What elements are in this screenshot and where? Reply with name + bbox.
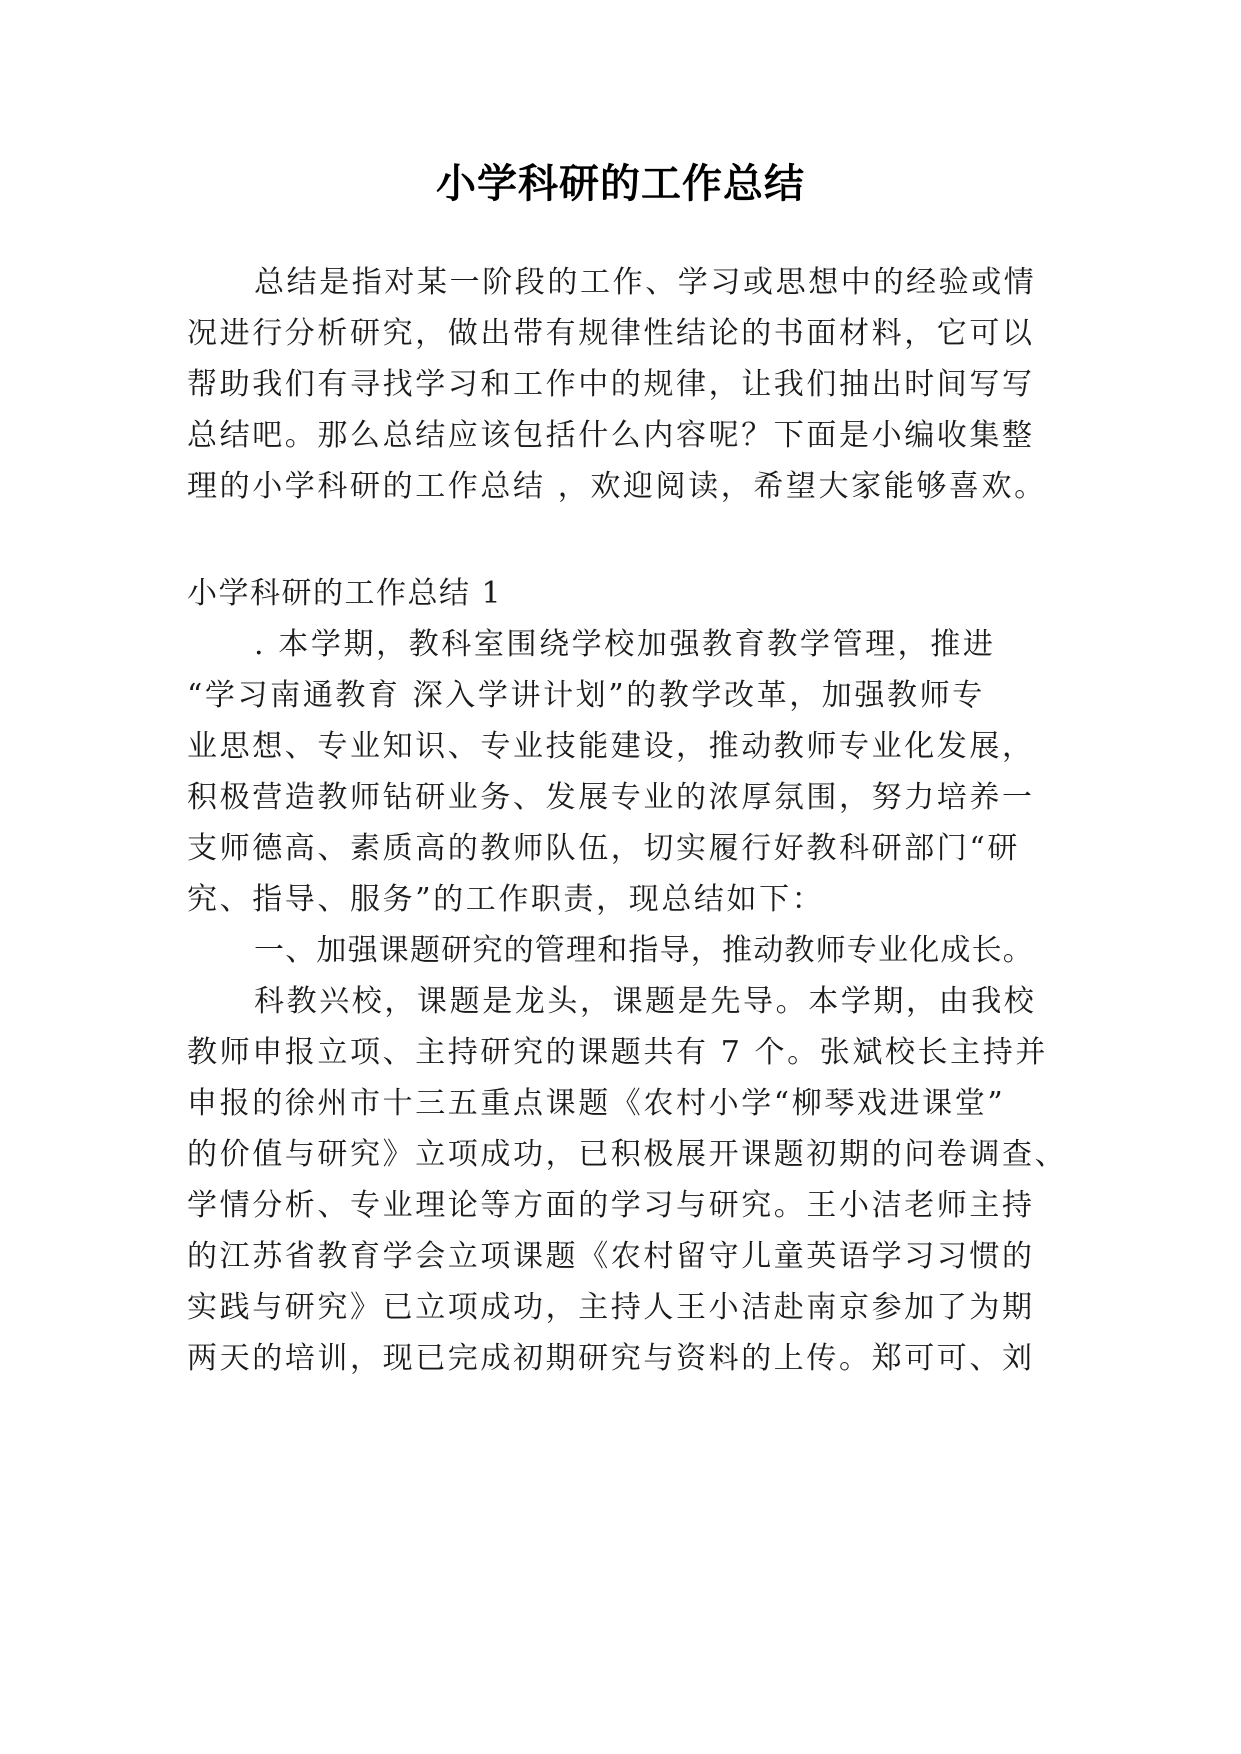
section-heading: 小学科研的工作总结 1 — [187, 576, 503, 611]
body-line: 业思想、专业知识、专业技能建设，推动教师专业化发展， — [187, 729, 1035, 764]
subsection-heading: 一、加强课题研究的管理和指导，推动教师专业化成长。 — [254, 933, 1034, 968]
body-line: 申报的徐州市十三五重点课题《农村小学“柳琴戏进课堂” — [187, 1086, 1006, 1121]
body-line: 科教兴校，课题是龙头，课题是先导。本学期，由我校 — [254, 984, 1037, 1019]
document-title: 小学科研的工作总结 — [436, 160, 805, 207]
body-line: 的江苏省教育学会立项课题《农村留守儿童英语学习习惯的 — [187, 1239, 1035, 1274]
intro-line: 帮助我们有寻找学习和工作中的规律，让我们抽出时间写写 — [187, 367, 1035, 402]
intro-line: 况进行分析研究，做出带有规律性结论的书面材料，它可以 — [187, 316, 1035, 351]
intro-line: 总结吧。那么总结应该包括什么内容呢？下面是小编收集整 — [187, 418, 1035, 453]
intro-line: 总结是指对某一阶段的工作、学习或思想中的经验或情 — [254, 265, 1037, 300]
body-line: 两天的培训，现已完成初期研究与资料的上传。郑可可、刘 — [187, 1341, 1035, 1376]
body-line: 实践与研究》已立项成功，主持人王小洁赴南京参加了为期 — [187, 1290, 1035, 1325]
body-line: . 本学期，教科室围绕学校加强教育教学管理，推进 — [254, 627, 996, 662]
intro-line: 理的小学科研的工作总结 ，欢迎阅读，希望大家能够喜欢。 — [187, 469, 1047, 504]
body-line: 积极营造教师钻研业务、发展专业的浓厚氛围，努力培养一 — [187, 780, 1035, 815]
body-line: 究、指导、服务”的工作职责，现总结如下： — [187, 882, 825, 917]
body-line: 支师德高、素质高的教师队伍，切实履行好教科研部门“研 — [187, 831, 1020, 866]
body-line: “学习南通教育 深入学讲计划”的教学改革，加强教师专 — [187, 678, 985, 713]
body-line: 的价值与研究》立项成功，已积极展开课题初期的问卷调查、 — [187, 1137, 1068, 1172]
body-line: 学情分析、专业理论等方面的学习与研究。王小洁老师主持 — [187, 1188, 1035, 1223]
body-line: 教师申报立项、主持研究的课题共有 7 个。张斌校长主持并 — [187, 1035, 1048, 1070]
